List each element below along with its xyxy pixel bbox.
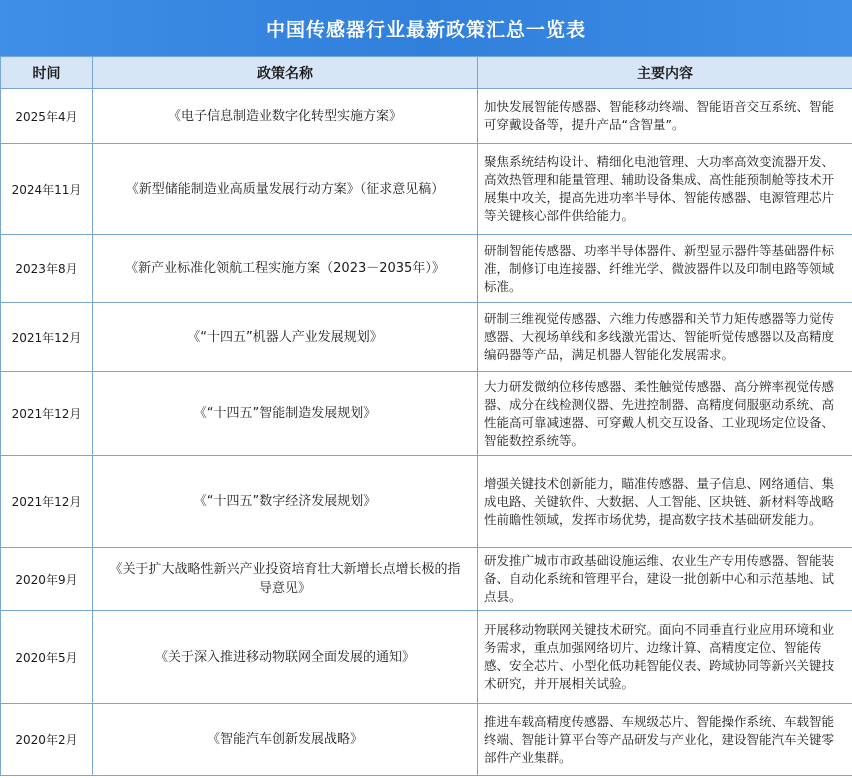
row-content: 研制三维视觉传感器、六维力传感器和关节力矩传感器等力觉传感器、大视场单线和多线激光雷达、智能听觉传感器以及高精度编码器等产品，满足机器人智能化发展需求。: [478, 303, 852, 372]
table-header-row: [1, 57, 852, 89]
table-row: [1, 611, 852, 704]
row-time: 2021年12月: [1, 456, 93, 548]
row-policy: 《“十四五”机器人产业发展规划》: [93, 303, 478, 372]
row-time: 2024年11月: [1, 144, 93, 235]
row-time: 2021年12月: [1, 372, 93, 456]
row-policy: 《新产业标准化领航工程实施方案（2023－2035年）》: [93, 235, 478, 303]
row-content: 加快发展智能传感器、智能移动终端、智能语音交互系统、智能可穿戴设备等，提升产品“含智量”。: [478, 89, 852, 144]
row-content: 聚焦系统结构设计、精细化电池管理、大功率高效变流器开发、高效热管理和能量管理、辅助设备集成、高性能预制舱等技术开展集中攻关，提高先进功率半导体、智能传感器、电源管理芯片等关键核心部件供给能力。: [478, 144, 852, 235]
row-policy: 《新型储能制造业高质量发展行动方案》（征求意见稿）: [93, 144, 478, 235]
row-policy: 《关于深入推进移动物联网全面发展的通知》: [93, 611, 478, 704]
row-time: 2021年12月: [1, 303, 93, 372]
row-policy: 《“十四五”智能制造发展规划》: [93, 372, 478, 456]
table-row: [1, 704, 852, 776]
row-content: 增强关键技术创新能力，瞄准传感器、量子信息、网络通信、集成电路、关键软件、大数据、人工智能、区块链、新材料等战略性前瞻性领域，发挥市场优势，提高数字技术基础研发能力。: [478, 456, 852, 548]
table-row: [1, 89, 852, 144]
row-content: 开展移动物联网关键技术研究。面向不同垂直行业应用环境和业务需求，重点加强网络切片、边缘计算、高精度定位、智能传感、安全芯片、小型化低功耗智能仪表、跨域协同等新兴关键技术研究，并开展相关试验。: [478, 611, 852, 704]
row-content: 推进车载高精度传感器、车规级芯片、智能操作系统、车载智能终端、智能计算平台等产品研发与产业化，建设智能汽车关键零部件产业集群。: [478, 704, 852, 776]
table-row: [1, 144, 852, 235]
page-title: 中国传感器行业最新政策汇总一览表: [0, 0, 852, 56]
row-time: 2023年8月: [1, 235, 93, 303]
row-policy: 《电子信息制造业数字化转型实施方案》: [93, 89, 478, 144]
row-policy: 《关于扩大战略性新兴产业投资培育壮大新增长点增长极的指导意见》: [93, 548, 478, 611]
table-row: [1, 548, 852, 611]
row-time: 2025年4月: [1, 89, 93, 144]
row-policy: 《智能汽车创新发展战略》: [93, 704, 478, 776]
row-content: 研制智能传感器、功率半导体器件、新型显示器件等基础器件标准，制修订电连接器、纤维光学、微波器件以及印制电路等领域标准。: [478, 235, 852, 303]
row-time: 2020年5月: [1, 611, 93, 704]
table-row: [1, 303, 852, 372]
table-row: [1, 372, 852, 456]
table-row: [1, 235, 852, 303]
row-content: 研发推广城市市政基础设施运维、农业生产专用传感器、智能装备、自动化系统和管理平台，建设一批创新中心和示范基地、试点县。: [478, 548, 852, 611]
header-policy: 政策名称: [93, 57, 478, 89]
row-policy: 《“十四五”数字经济发展规划》: [93, 456, 478, 548]
header-content: 主要内容: [478, 57, 852, 89]
row-time: 2020年2月: [1, 704, 93, 776]
policy-table: [0, 56, 852, 776]
table-row: [1, 456, 852, 548]
header-time: 时间: [1, 57, 93, 89]
row-content: 大力研发微纳位移传感器、柔性触觉传感器、高分辨率视觉传感器、成分在线检测仪器、先进控制器、高精度伺服驱动系统、高性能高可靠减速器、可穿戴人机交互设备、工业现场定位设备、智能数控系统等。: [478, 372, 852, 456]
row-time: 2020年9月: [1, 548, 93, 611]
